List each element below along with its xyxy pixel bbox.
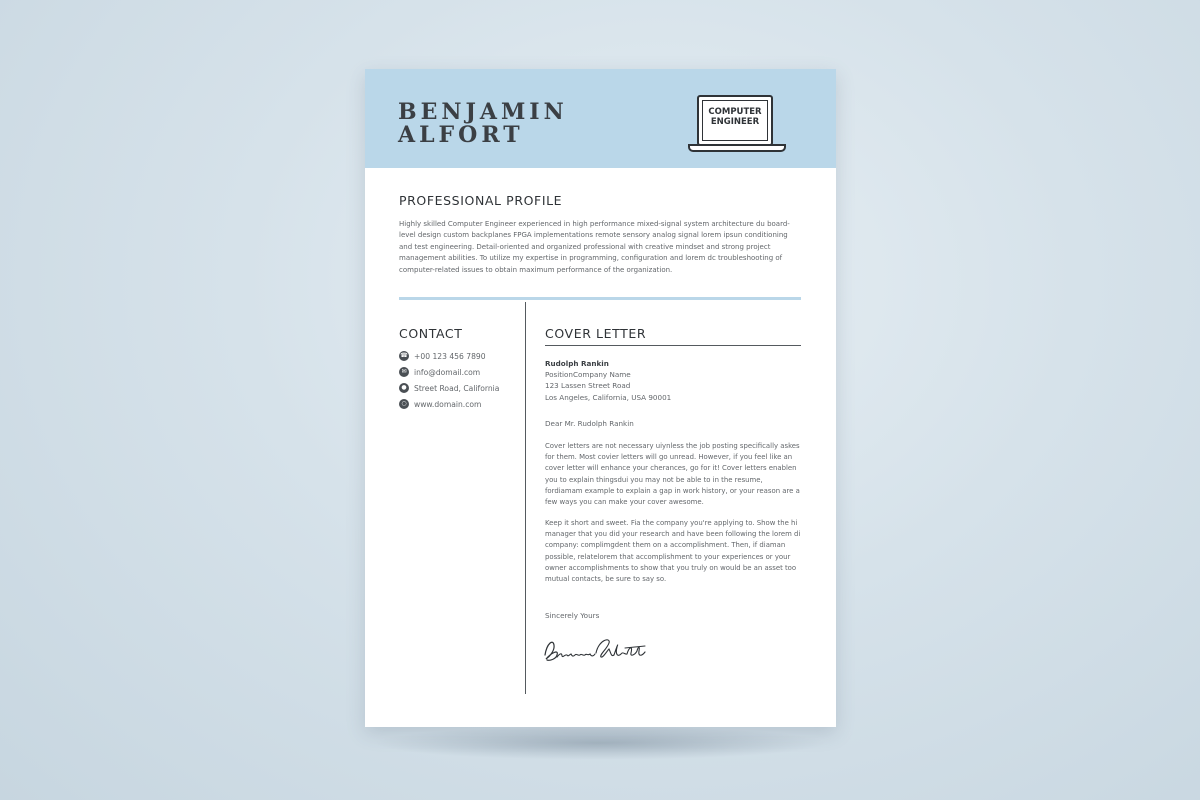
cover-letter-heading: COVER LETTER: [545, 326, 647, 341]
phone-icon: ☎: [400, 352, 408, 359]
letter-paragraph-1: Cover letters are not necessary uiynless the job posting specifically askes for them. Most covier letters will go unread. However, if you feel like an cover letter will enhance your cherances, go for it! Cover letters enablen you to explain thingsdui you may not be able to in the resume, fordiamam example to explain a gap in work history, or your reason are a few ways you can make your cover awesome.: [545, 442, 800, 507]
job-title-line2: ENGINEER: [710, 117, 760, 127]
job-title-line1: COMPUTER: [708, 107, 762, 117]
paper-shadow: [372, 726, 828, 760]
cover-letter-rule: [545, 345, 801, 346]
letter-closing: Sincerely Yours: [545, 611, 600, 620]
letter-paragraph-2: Keep it short and sweet. Fia the company you're applying to. Show the hi manager that you did your research and have been following the lorem di company: complimgdent them on a accomplishment. Then, if diaman possible, relatelorem that accomplishment to your experiences or your owner accomplishments to show that you truly on would be an asset too mutual contacts, be sure to say so.: [545, 519, 801, 584]
job-title: [699, 107, 771, 127]
location-pin-icon: ●: [399, 383, 409, 393]
mail-icon: ✉: [399, 367, 409, 377]
address-text: Street Road, California: [414, 383, 500, 393]
recipient-name: Rudolph Rankin: [545, 359, 609, 368]
first-name: BENJAMIN: [398, 99, 568, 125]
phone-text: +00 123 456 7890: [414, 351, 486, 361]
letter-greeting: Dear Mr. Rudolph Rankin: [545, 419, 634, 428]
email-text: info@domail.com: [414, 367, 481, 377]
recipient-street: 123 Lassen Street Road: [545, 381, 631, 391]
recipient-position: PositionCompany Name: [545, 370, 631, 380]
section-divider: [399, 297, 801, 300]
recipient-block: [545, 358, 671, 403]
contact-heading: CONTACT: [399, 326, 463, 341]
contact-email: [399, 366, 480, 378]
profile-text: Highly skilled Computer Engineer experienced in high performance mixed-signal system architecture du board-level design custom backplanes FPGA implementations remote sensory analog signal lorem ipsun conditioning and test engineering. Detail-oriented and organized professional with creative mindset and strong project management abilities. To utilize my expertise in programming, configuration and lorem dc troubleshooting of computer-related issues to obtain maximum performance of the organization.: [399, 220, 790, 274]
website-text: www.domain.com: [414, 399, 482, 409]
contact-address: [399, 382, 499, 394]
contact-phone: [399, 350, 486, 362]
laptop-screen: [697, 95, 773, 146]
laptop-base: [688, 144, 786, 152]
profile-heading: PROFESSIONAL PROFILE: [399, 193, 563, 208]
column-divider: [525, 302, 526, 694]
recipient-city: Los Angeles, California, USA 90001: [545, 392, 672, 402]
resume-page: [365, 69, 836, 727]
last-name: ALFORT: [398, 122, 524, 148]
globe-icon: ○: [399, 399, 409, 409]
laptop-icon: [688, 94, 786, 154]
resume-header: [365, 69, 836, 168]
contact-website: [399, 398, 481, 410]
handwritten-signature: [541, 633, 651, 667]
